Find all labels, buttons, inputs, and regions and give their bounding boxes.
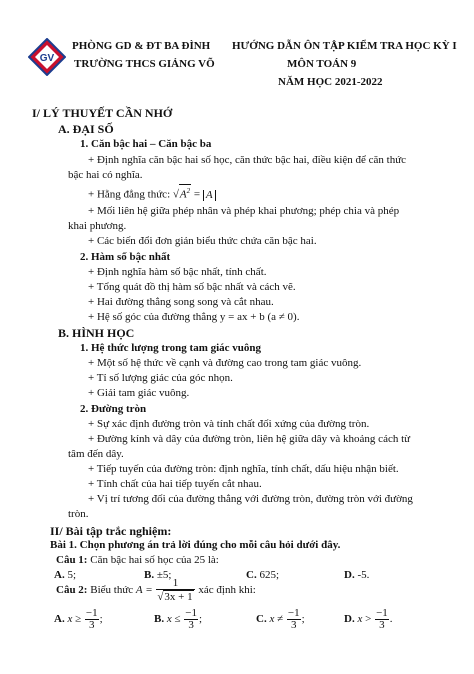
- algebra-topic1-item1-line1: + Định nghĩa căn bậc hai số học, căn thức bậc hai, điều kiện để căn thức: [88, 154, 407, 166]
- geometry-heading: B. HÌNH HỌC: [58, 326, 135, 340]
- algebra-topic2-item: + Định nghĩa hàm số bậc nhất, tính chất.: [88, 266, 267, 278]
- option-numerator: −1: [287, 607, 300, 619]
- option-letter: D.: [344, 569, 355, 581]
- doc-subject: MÔN TOÁN 9: [287, 58, 357, 70]
- fraction-numerator: 1: [156, 578, 194, 590]
- logo-text: GV: [39, 53, 55, 64]
- geometry-topic2-item4: + Tính chất của hai tiếp tuyến cắt nhau.: [88, 478, 262, 490]
- geometry-topic2-item1: + Sự xác định đường tròn và tính chất đối xứng của đường tròn.: [88, 418, 370, 430]
- q2-option-d: [344, 608, 393, 631]
- option-text: 625;: [259, 569, 280, 581]
- sqrt-sign: √: [172, 188, 179, 201]
- doc-title: HƯỚNG DẪN ÔN TẬP KIỂM TRA HỌC KỲ I: [232, 40, 457, 52]
- algebra-topic1-item4: + Các biến đổi đơn giản biểu thức chứa căn bậc hai.: [88, 235, 317, 247]
- q2-option-a: [54, 608, 103, 631]
- algebra-topic2-title: 2. Hàm số bậc nhất: [80, 251, 171, 263]
- algebra-topic2-item: + Tổng quát đồ thị hàm số bậc nhất và cách vẽ.: [88, 281, 296, 293]
- option-relation: ≥: [75, 613, 82, 626]
- fraction-denominator: √3x + 1: [157, 591, 193, 603]
- option-numerator: −1: [85, 607, 98, 619]
- expression-fraction: [156, 578, 194, 603]
- question-text-end: xác định khi:: [198, 584, 256, 597]
- question-text: Căn bậc hai số học của 25 là:: [90, 554, 219, 566]
- option-text: 5;: [67, 569, 77, 581]
- option-end: ;: [199, 613, 203, 626]
- option-end: ;: [301, 613, 305, 626]
- option-relation: ≤: [174, 613, 181, 626]
- question-1: [56, 554, 219, 566]
- geometry-topic2-item2-line1: + Đường kính và dây của đường tròn, liên hệ giữa dây và khoảng cách từ: [88, 433, 411, 445]
- geometry-topic1-item: + Giải tam giác vuông.: [88, 387, 190, 399]
- exercise-title: Bài 1. Chọn phương án trả lời đúng cho mỗi câu hỏi dưới đây.: [50, 539, 341, 551]
- option-relation: >: [365, 613, 372, 626]
- option-numerator: −1: [376, 607, 388, 619]
- sqrt-radicand: [179, 184, 191, 201]
- option-letter: C.: [256, 613, 267, 626]
- geometry-topic2-title: 2. Đường tròn: [80, 403, 147, 415]
- algebra-heading: A. ĐẠI SỐ: [58, 122, 114, 136]
- option-end: .: [389, 613, 393, 626]
- radicand-var: A: [179, 188, 187, 201]
- question-2: [56, 578, 256, 603]
- option-numerator: −1: [185, 607, 197, 619]
- absolute-value: A: [203, 190, 216, 201]
- geometry-topic2-item3: + Tiếp tuyến của đường tròn: định nghĩa, tính chất, dấu hiệu nhận biết.: [88, 463, 399, 475]
- option-denominator: 3: [188, 619, 194, 631]
- option-denominator: 3: [291, 619, 297, 631]
- option-var: x: [269, 613, 275, 626]
- option-letter: C.: [246, 569, 257, 581]
- option-letter: A.: [54, 613, 65, 626]
- q1-option-d: [344, 569, 369, 581]
- geometry-topic1-item: + Tỉ số lượng giác của góc nhọn.: [88, 372, 233, 384]
- algebra-topic1-item2: [88, 184, 216, 201]
- option-letter: A.: [54, 569, 65, 581]
- algebra-topic1-title: 1. Căn bậc hai – Căn bậc ba: [80, 138, 212, 150]
- option-var: x: [67, 613, 73, 626]
- geometry-topic2-item2-line2: tâm đến dây.: [68, 448, 124, 460]
- geometry-topic1-title: 1. Hệ thức lượng trong tam giác vuông: [80, 342, 262, 354]
- option-fraction: [85, 608, 99, 631]
- algebra-topic2-item: + Hệ số góc của đường thẳng y = ax + b (a ≠ 0).: [88, 311, 300, 323]
- option-letter: B.: [144, 569, 155, 581]
- school-name: TRƯỜNG THCS GIẢNG VÕ: [74, 58, 215, 70]
- denominator-radicand: 3x + 1: [164, 591, 193, 603]
- option-denominator: 3: [379, 619, 385, 631]
- identity-label: + Hằng đẳng thức:: [88, 188, 171, 201]
- option-text: -5.: [357, 569, 370, 581]
- q2-option-b: [154, 608, 202, 631]
- question-label: Câu 2:: [56, 584, 88, 597]
- algebra-topic1-item1-line2: bậc hai có nghĩa.: [68, 169, 143, 181]
- option-var: x: [166, 613, 172, 626]
- option-fraction: [184, 608, 198, 631]
- option-denominator: 3: [89, 619, 95, 631]
- geometry-topic1-item: + Một số hệ thức về cạnh và đường cao trong tam giác vuông.: [88, 357, 362, 369]
- equals-sign: =: [193, 188, 201, 201]
- expression-lhs: A =: [135, 584, 153, 597]
- option-fraction: [375, 608, 389, 631]
- option-relation: ≠: [277, 613, 284, 626]
- school-dept: PHÒNG GD & ĐT BA ĐÌNH: [72, 40, 211, 52]
- option-var: x: [357, 613, 363, 626]
- geometry-topic2-item5-line1: + Vị trí tương đối của đường thẳng với đường tròn, đường tròn với đường: [88, 493, 413, 505]
- option-fraction: [287, 608, 301, 631]
- school-logo: [28, 38, 66, 76]
- question-label: Câu 1:: [56, 554, 88, 566]
- geometry-topic2-item5-line2: tròn.: [68, 508, 89, 520]
- doc-year: NĂM HỌC 2021-2022: [278, 76, 383, 88]
- option-letter: B.: [154, 613, 165, 626]
- section1-heading: I/ LÝ THUYẾT CẦN NHỚ: [32, 106, 173, 120]
- q2-option-c: [256, 608, 305, 631]
- algebra-topic1-item3-line2: khai phương.: [68, 220, 127, 232]
- radicand-exponent: 2: [186, 187, 191, 195]
- option-end: ;: [99, 613, 103, 626]
- option-text: ±5;: [156, 569, 172, 581]
- algebra-topic1-item3-line1: + Mối liên hệ giữa phép nhân và phép khai phương; phép chia và phép: [88, 205, 400, 217]
- algebra-topic2-item: + Hai đường thẳng song song và cắt nhau.: [88, 296, 274, 308]
- section2-heading: II/ Bài tập trắc nghiệm:: [50, 524, 172, 538]
- option-letter: D.: [344, 613, 355, 626]
- question-text: Biểu thức: [90, 584, 134, 597]
